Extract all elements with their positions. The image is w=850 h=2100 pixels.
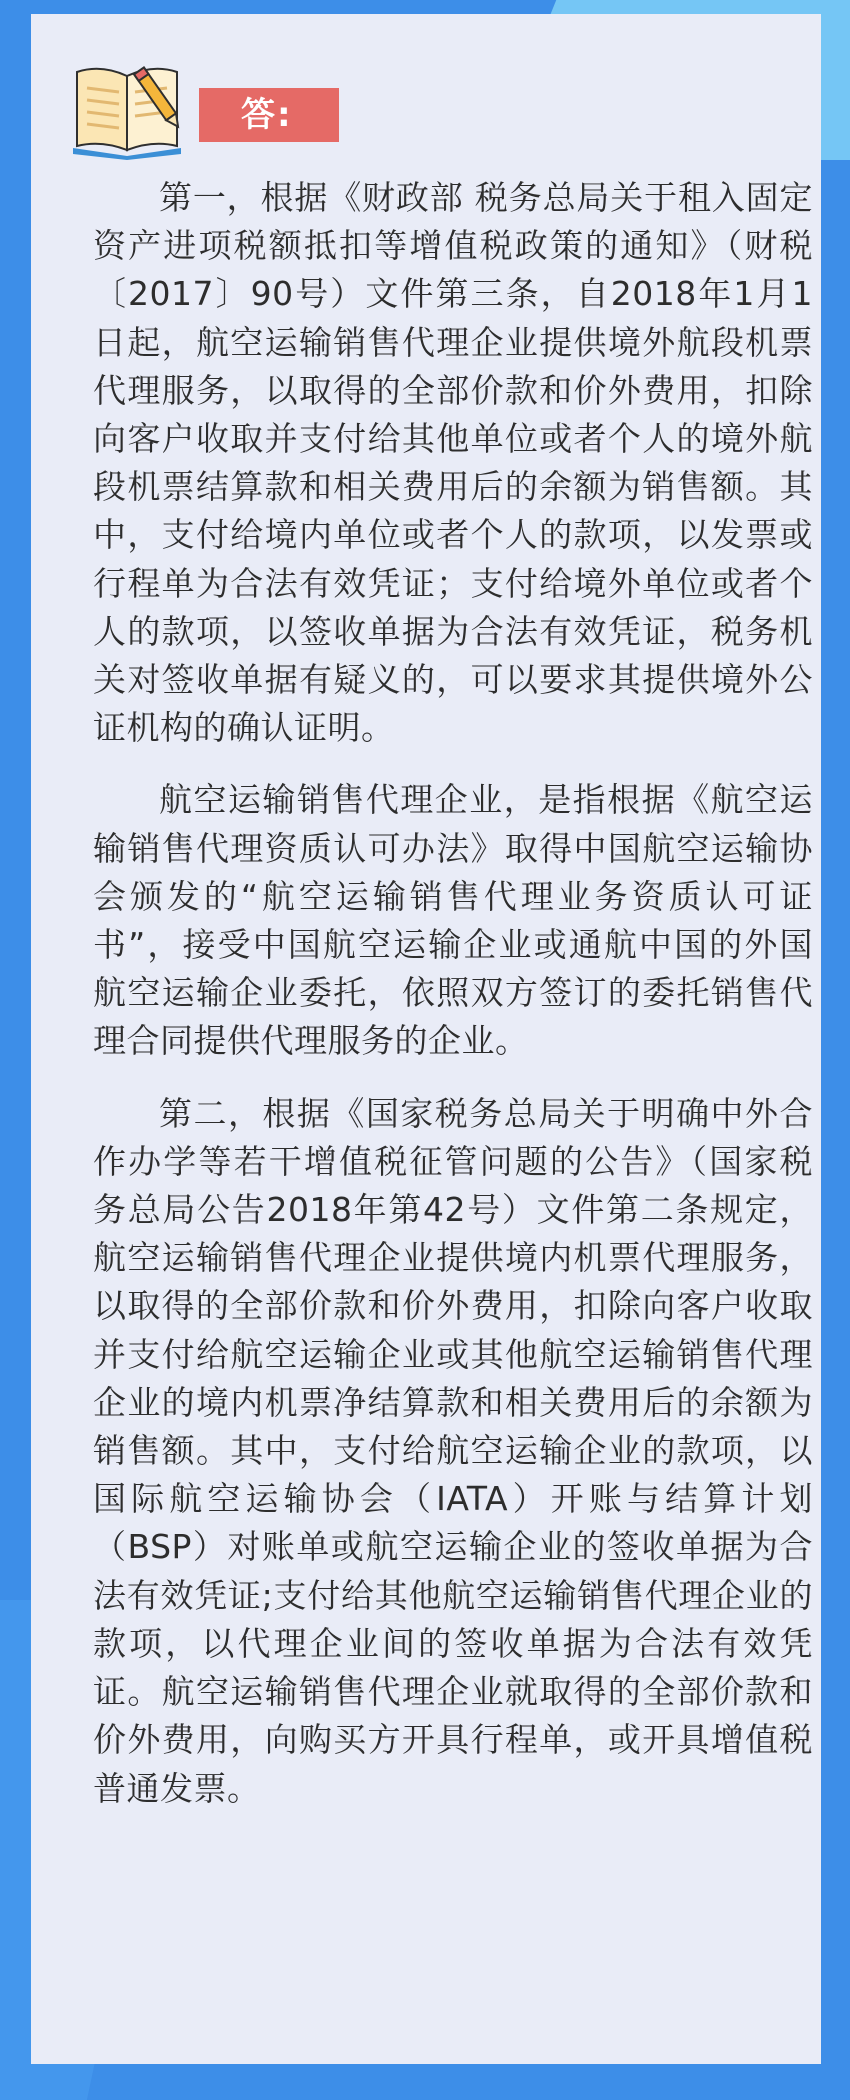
open-book-icon xyxy=(67,56,187,160)
answer-header xyxy=(67,56,327,166)
answer-label: 答: xyxy=(199,88,339,142)
answer-content xyxy=(93,174,813,1837)
paragraph-1: 第一，根据《财政部 税务总局关于租入固定资产进项税额抵扣等增值税政策的通知》（财税〔2017〕90号）文件第三条，自2018年1月1日起，航空运输销售代理企业提供境外航段机票代理服务，以取得的全部价款和价外费用，扣除向客户收取并支付给其他单位或者个人的境外航段机票结算款和相关费用后的余额为销售额。其中，支付给境内单位或者个人的款项，以发票或行程单为合法有效凭证；支付给境外单位或者个人的款项，以签收单据为合法有效凭证，税务机关对签收单据有疑义的，可以要求其提供境外公证机构的确认证明。 xyxy=(93,178,813,748)
paragraph-3: 第二，根据《国家税务总局关于明确中外合作办学等若干增值税征管问题的公告》（国家税务总局公告2018年第42号）文件第二条规定，航空运输销售代理企业提供境内机票代理服务，以取得的全部价款和价外费用，扣除向客户收取并支付给航空运输企业或其他航空运输销售代理企业的境内机票净结算款和相关费用后的余额为销售额。其中，支付给航空运输企业的款项，以国际航空运输协会（IATA）开账与结算计划（BSP）对账单或航空运输企业的签收单据为合法有效凭证;支付给其他航空运输销售代理企业的款项，以代理企业间的签收单据为合法有效凭证。航空运输销售代理企业就取得的全部价款和价外费用，向购买方开具行程单，或开具增值税普通发票。 xyxy=(93,1093,813,1808)
paragraph-2: 航空运输销售代理企业，是指根据《航空运输销售代理资质认可办法》取得中国航空运输协会颁发的“航空运输销售代理业务资质认可证书”，接受中国航空运输企业或通航中国的外国航空运输企业委托，依照双方签订的委托销售代理合同提供代理服务的企业。 xyxy=(93,780,813,1061)
answer-card xyxy=(31,14,821,2064)
